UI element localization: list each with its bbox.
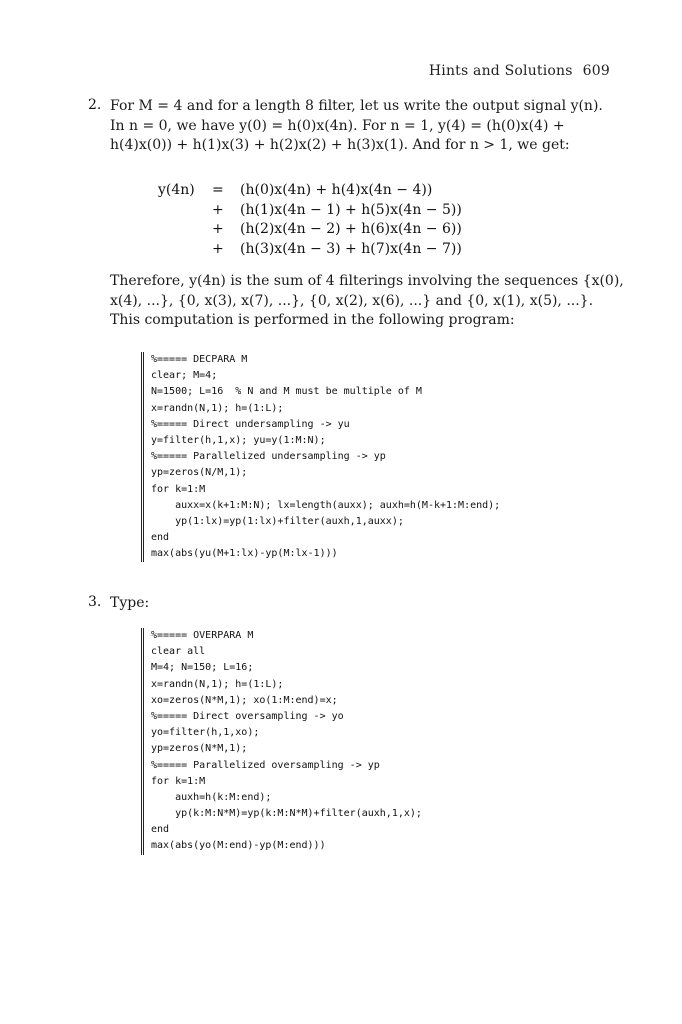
equation-term: (h(2)x(4n − 2) + h(6)x(4n − 6)) xyxy=(240,221,462,237)
code-line: for k=1:M xyxy=(151,483,206,495)
code-line: N=1500; L=16 % N and M must be multiple of M xyxy=(151,386,422,398)
code-line: for k=1:M xyxy=(151,775,206,787)
code-line: yp=zeros(N/M,1); xyxy=(151,467,248,479)
code-line: end xyxy=(151,824,170,836)
code-line: yp=zeros(N*M,1); xyxy=(151,743,248,755)
code-line: %===== Direct undersampling -> yu xyxy=(151,418,350,430)
code-line: yp(1:lx)=yp(1:lx)+filter(auxh,1,auxx); xyxy=(151,515,404,527)
page-number: 609 xyxy=(582,63,610,79)
code-line: %===== Direct oversampling -> yo xyxy=(151,710,344,722)
code-line: auxh=h(k:M:end); xyxy=(151,791,272,803)
code-line: end xyxy=(151,532,170,544)
code-line: %===== OVERPARA M xyxy=(151,630,254,641)
header-title: Hints and Solutions xyxy=(428,63,573,79)
code-line: x=randn(N,1); h=(1:L); xyxy=(151,402,284,414)
text-line: This computation is performed in the following program: xyxy=(110,312,515,328)
code-line: max(abs(yo(M:end)-yp(M:end))) xyxy=(151,840,326,852)
code-line: auxx=x(k+1:M:N); lx=length(auxx); auxh=h(M-k+1:M:end); xyxy=(151,499,501,511)
code-line: %===== DECPARA M xyxy=(151,354,248,365)
equation-term: (h(1)x(4n − 1) + h(5)x(4n − 5)) xyxy=(240,201,462,218)
code-listing-decpara xyxy=(141,352,621,562)
code-line: yo=filter(h,1,xo); xyxy=(151,727,260,739)
code-line: clear all xyxy=(151,646,206,658)
item-number-2: 2. xyxy=(88,97,102,113)
item-number-3: 3. xyxy=(88,594,102,610)
code-line: xo=zeros(N*M,1); xo(1:M:end)=x; xyxy=(151,694,338,706)
code-listing-overpara xyxy=(141,628,621,855)
equation-term: (h(3)x(4n − 3) + h(7)x(4n − 7)) xyxy=(240,240,462,257)
text-line: h(4)x(0)) + h(1)x(3) + h(2)x(2) + h(3)x(1). And for n > 1, we get: xyxy=(110,137,570,153)
equation-operator: + xyxy=(212,221,224,237)
text-line: In n = 0, we have y(0) = h(0)x(4n). For n = 1, y(4) = (h(0)x(4) + xyxy=(110,117,565,134)
code-line: clear; M=4; xyxy=(151,370,218,382)
text-line: For M = 4 and for a length 8 filter, let us write the output signal y(n). xyxy=(110,98,603,114)
text-line: Type: xyxy=(110,595,150,611)
code-line: M=4; N=150; L=16; xyxy=(151,662,254,674)
text-line: x(4), ...}, {0, x(3), x(7), ...}, {0, x(2), x(6), ...} and {0, x(1), x(5), ...}. xyxy=(110,292,594,309)
item3-intro xyxy=(110,594,615,614)
code-line: %===== Parallelized undersampling -> yp xyxy=(151,451,386,463)
equation-operator: + xyxy=(212,201,224,218)
code-line: y=filter(h,1,x); yu=y(1:M:N); xyxy=(151,434,326,446)
equation-operator: + xyxy=(212,240,224,257)
code-line: x=randn(N,1); h=(1:L); xyxy=(151,678,284,690)
item2-explanation xyxy=(110,272,624,331)
equation-operator: = xyxy=(212,182,224,198)
item2-intro xyxy=(110,97,615,156)
text-line: Therefore, y(4n) is the sum of 4 filterings involving the sequences {x(0), xyxy=(110,273,624,289)
code-line: yp(k:M:N*M)=yp(k:M:N*M)+filter(auxh,1,x); xyxy=(151,808,422,820)
running-header xyxy=(429,63,610,79)
code-line: max(abs(yu(M+1:lx)-yp(M:lx-1))) xyxy=(151,548,338,560)
equation-lhs: y(4n) xyxy=(158,182,195,198)
code-line: %===== Parallelized oversampling -> yp xyxy=(151,759,380,771)
equation-term: (h(0)x(4n) + h(4)x(4n − 4)) xyxy=(240,182,433,198)
